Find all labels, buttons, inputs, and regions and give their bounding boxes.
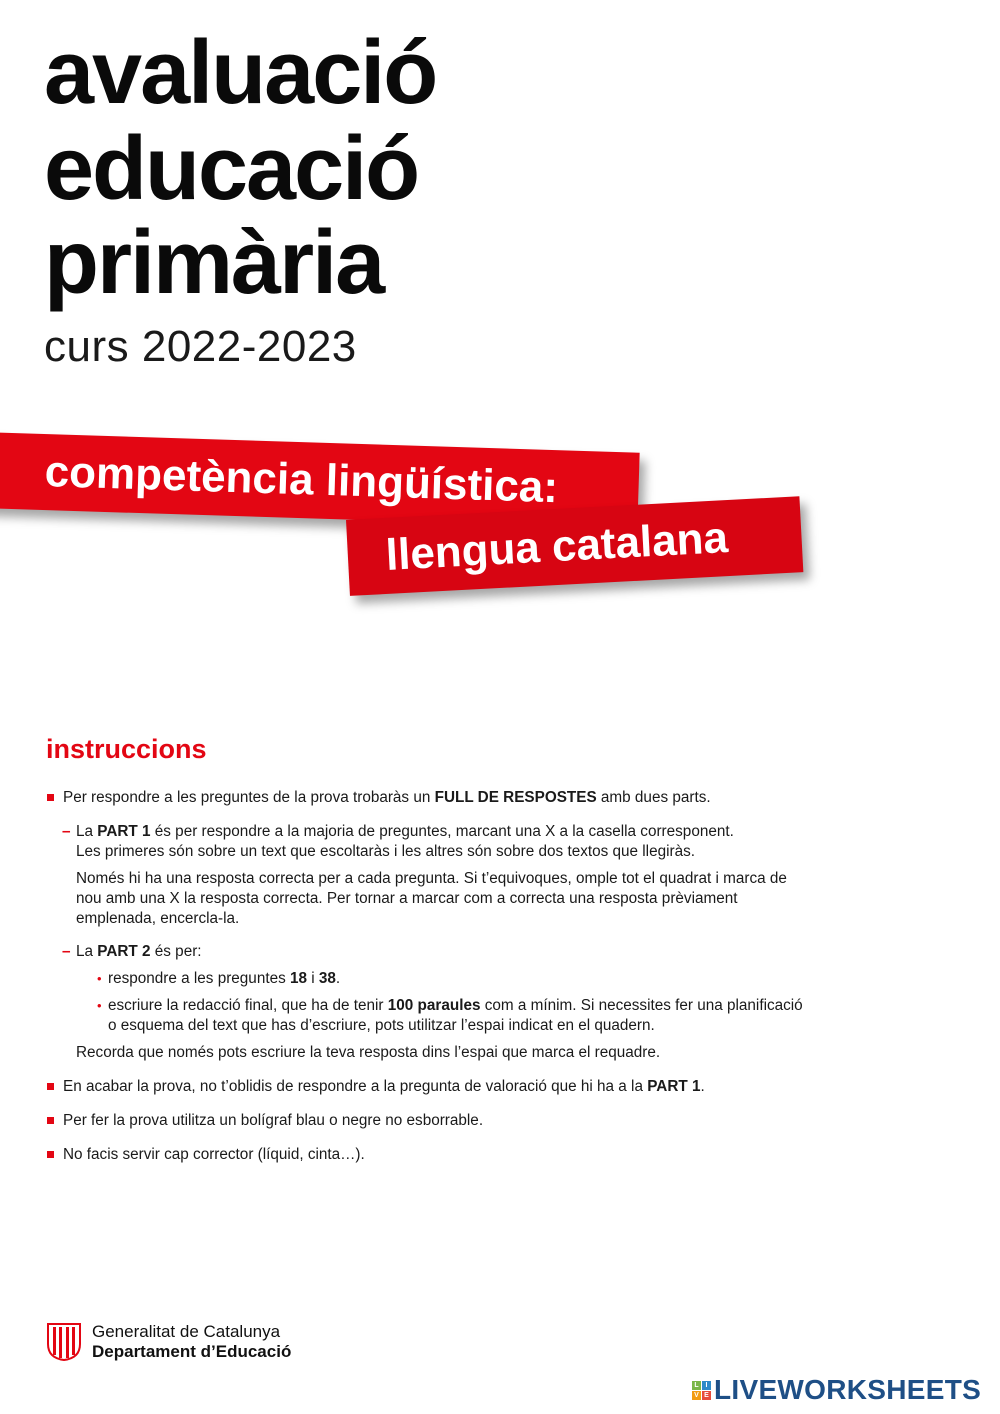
part2-text: és per: bbox=[150, 943, 202, 960]
part2-label: PART 2 bbox=[97, 943, 151, 960]
instruction-bold: FULL DE RESPOSTES bbox=[434, 789, 597, 806]
instruction-text: amb dues parts. bbox=[596, 789, 711, 806]
liveworksheets-watermark bbox=[692, 1374, 981, 1406]
title-line-1: avaluació bbox=[44, 23, 437, 123]
part2-item bbox=[46, 942, 806, 962]
part1-note: Només hi ha una resposta correcta per a cada pregunta. Si t’equivoques, omple tot el quadrat i marca de nou amb una X la resposta correcta. Per tornar a marcar com a correcta una resposta prèviament emplenada, encercla-la. bbox=[76, 870, 787, 927]
instruction-bold: PART 1 bbox=[647, 1078, 701, 1095]
instruction-text: No facis servir cap corrector (líquid, cinta…). bbox=[63, 1146, 365, 1163]
watermark-text: LIVEWORKSHEETS bbox=[714, 1374, 982, 1405]
square-bullet-icon bbox=[47, 1151, 54, 1158]
dot-bullet-icon: • bbox=[97, 998, 102, 1013]
liveworksheets-logo-icon bbox=[692, 1381, 711, 1400]
part1-label: PART 1 bbox=[97, 823, 151, 840]
course-year: curs 2022-2023 bbox=[44, 322, 357, 371]
instruction-text: En acabar la prova, no t’oblidis de respondre a la pregunta de valoració que hi ha a la bbox=[63, 1078, 648, 1095]
logo-letter: E bbox=[702, 1391, 711, 1400]
logo-letter: I bbox=[702, 1381, 711, 1390]
dash-bullet-icon: – bbox=[62, 823, 71, 840]
org-name: Generalitat de Catalunya bbox=[92, 1322, 281, 1341]
bullet-text: respondre a les preguntes bbox=[108, 970, 290, 987]
instruction-text: Per respondre a les preguntes de la prova trobaràs un bbox=[63, 789, 435, 806]
instruction-item bbox=[46, 788, 806, 808]
part1-text: La bbox=[76, 823, 98, 840]
logo-letter: L bbox=[692, 1381, 701, 1390]
bullet-text: i bbox=[307, 970, 319, 987]
instruction-item bbox=[46, 1111, 806, 1131]
part1-item bbox=[46, 822, 806, 862]
subject-banner-2-text: llengua catalana bbox=[384, 513, 730, 580]
title-line-3: primària bbox=[44, 213, 384, 313]
part2-note: Recorda que només pots escriure la teva resposta dins l’espai que marca el requadre. bbox=[76, 1044, 661, 1061]
dash-bullet-icon: – bbox=[62, 943, 71, 960]
instructions-list bbox=[46, 788, 806, 1165]
square-bullet-icon bbox=[47, 1117, 54, 1124]
part2-bullet-questions bbox=[46, 969, 806, 989]
instruction-item bbox=[46, 1077, 806, 1097]
word-count: 100 paraules bbox=[387, 997, 481, 1014]
question-number: 38 bbox=[318, 970, 336, 987]
part2-text: La bbox=[76, 943, 98, 960]
bullet-text: com a mínim. Si necessites fer una planificació o esquema del text que has d’escriure, pots utilitzar l’espai indicat en el quadern. bbox=[108, 997, 803, 1034]
square-bullet-icon bbox=[47, 794, 54, 801]
part1-text-line2: Les primeres són sobre un text que escoltaràs i les altres són sobre dos textos que llegiràs. bbox=[76, 843, 695, 860]
part1-text: és per respondre a la majoria de preguntes, marcant una X a la casella corresponent. bbox=[150, 823, 734, 840]
bullet-text: . bbox=[335, 970, 341, 987]
instruction-text: . bbox=[700, 1078, 705, 1095]
dot-bullet-icon: • bbox=[97, 971, 102, 986]
part2-bullet-essay bbox=[46, 996, 806, 1036]
instructions-heading: instruccions bbox=[46, 734, 207, 764]
square-bullet-icon bbox=[47, 1083, 54, 1090]
instruction-item bbox=[46, 1145, 806, 1165]
logo-letter: V bbox=[692, 1391, 701, 1400]
question-number: 18 bbox=[289, 970, 307, 987]
department-name: Departament d’Educació bbox=[92, 1342, 292, 1361]
bullet-text: escriure la redacció final, que ha de tenir bbox=[108, 997, 388, 1014]
title-line-2: educació bbox=[44, 119, 419, 219]
generalitat-logo bbox=[46, 1322, 291, 1362]
instruction-text: Per fer la prova utilitza un bolígraf blau o negre no esborrable. bbox=[63, 1112, 484, 1129]
subject-banner-1-text: competència lingüística: bbox=[44, 447, 559, 513]
catalonia-shield-icon bbox=[46, 1322, 82, 1362]
